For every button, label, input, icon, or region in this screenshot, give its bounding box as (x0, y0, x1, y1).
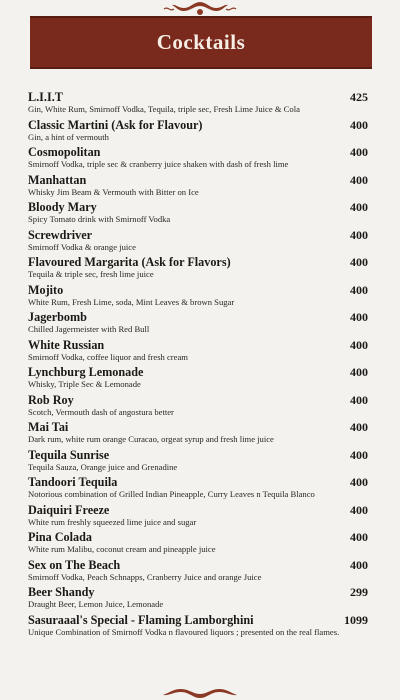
menu-item-header (28, 613, 368, 627)
bottom-ornament-icon (135, 684, 265, 700)
menu-item-price: 400 (350, 337, 368, 352)
menu-item (28, 200, 368, 225)
menu-item-header (28, 475, 368, 489)
menu-item-name: Manhattan (28, 172, 87, 187)
menu-item-price: 400 (350, 282, 368, 297)
menu-item (28, 558, 368, 583)
menu-item-price: 400 (350, 172, 368, 187)
menu-item (28, 255, 368, 280)
title-banner (30, 16, 372, 69)
menu-item-description: Tequila Sauza, Orange juice and Grenadine (28, 461, 178, 472)
menu-item-price: 400 (350, 200, 368, 214)
menu-item (28, 338, 368, 363)
menu-item-price: 400 (350, 365, 368, 379)
menu-item-price: 400 (350, 530, 368, 544)
page-title: Cocktails (156, 30, 246, 54)
menu-item-name: Daiquiri Freeze (28, 502, 110, 517)
menu-item-name: Flavoured Margarita (Ask for Flavors) (28, 255, 231, 269)
menu-item-header (28, 200, 368, 214)
menu-item-header (28, 420, 368, 434)
menu-item-name: Rob Roy (28, 392, 74, 407)
menu-item (28, 365, 368, 390)
menu-item (28, 310, 368, 335)
menu-item (28, 585, 368, 610)
menu-item-header (28, 530, 368, 544)
menu-item-description: Spicy Tomato drink with Smirnoff Vodka (28, 214, 171, 224)
menu-item-price: 400 (350, 145, 368, 159)
menu-item-description: Gin, White Rum, Smirnoff Vodka, Tequila, triple sec, Fresh Lime Juice & Cola (28, 104, 300, 114)
menu-item-header (28, 118, 368, 132)
menu-item-description: Smirnoff Vodka, Peach Schnapps, Cranberry Juice and orange Juice (28, 571, 262, 582)
menu-item-header (28, 558, 368, 572)
menu-item (28, 283, 368, 308)
menu-item-price: 400 (350, 227, 368, 242)
menu-item-name: Beer Shandy (28, 585, 95, 599)
menu-item (28, 145, 368, 170)
menu-item-name: Pina Colada (28, 530, 92, 544)
menu-item (28, 420, 368, 445)
menu-item (28, 90, 368, 115)
menu-item-name: Cosmopolitan (28, 145, 101, 159)
menu-item-name: L.I.I.T (28, 90, 63, 104)
cocktail-list (28, 90, 368, 640)
menu-item-price: 400 (350, 447, 368, 462)
menu-item-name: Jagerbomb (28, 310, 87, 324)
menu-item-price: 400 (350, 502, 368, 517)
menu-item-description: Unique Combination of Smirnoff Vodka n flavoured liquors ; presented on the real flames. (28, 626, 340, 637)
menu-item-description: Smirnoff Vodka & orange juice (28, 241, 136, 252)
menu-item-name: Mai Tai (28, 420, 69, 434)
menu-item-header (28, 255, 368, 269)
menu-item-description: Dark rum, white rum orange Curacao, orgeat syrup and fresh lime juice (28, 434, 274, 444)
menu-item-description: Whisky, Triple Sec & Lemonade (28, 379, 141, 389)
menu-item-name: Classic Martini (Ask for Flavour) (28, 117, 203, 132)
menu-item-price: 400 (350, 310, 368, 324)
menu-item (28, 118, 368, 143)
menu-item-name: Sex on The Beach (28, 557, 121, 572)
menu-item-name: Sasuraaal's Special - Flaming Lamborghini (28, 612, 254, 627)
menu-item-name: Lynchburg Lemonade (28, 365, 144, 379)
menu-item-description: Draught Beer, Lemon Juice, Lemonade (28, 599, 164, 609)
menu-item-header (28, 310, 368, 324)
menu-item-description: White Rum, Fresh Lime, soda, Mint Leaves & brown Sugar (28, 296, 235, 307)
menu-item-description: Notorious combination of Grilled Indian Pineapple, Curry Leaves n Tequila Blanco (28, 489, 315, 499)
menu-item-description: Whisky Jim Beam & Vermouth with Bitter on Ice (28, 186, 199, 197)
menu-item-name: White Russian (28, 337, 105, 352)
menu-item-price: 400 (350, 392, 368, 407)
menu-item-header (28, 283, 368, 297)
menu-item-header (28, 338, 368, 352)
menu-item-name: Tandoori Tequila (28, 475, 118, 489)
menu-item (28, 613, 368, 638)
menu-item-description: Chilled Jagermeister with Red Bull (28, 324, 150, 334)
menu-item-name: Screwdriver (28, 227, 93, 242)
menu-item-header (28, 585, 368, 599)
menu-item-price: 400 (350, 117, 368, 132)
menu-item-description: White rum Malibu, coconut cream and pineapple juice (28, 544, 216, 554)
menu-item (28, 503, 368, 528)
menu-item-price: 400 (350, 255, 368, 269)
menu-item (28, 173, 368, 198)
menu-item-price: 400 (350, 557, 368, 572)
menu-item-header (28, 393, 368, 407)
menu-item-description: Smirnoff Vodka, triple sec & cranberry juice shaken with dash of fresh lime (28, 159, 289, 169)
menu-item-price: 299 (350, 585, 368, 599)
menu-item-header (28, 365, 368, 379)
menu-item-header (28, 90, 368, 104)
menu-item-price: 1099 (344, 612, 368, 627)
menu-item-name: Bloody Mary (28, 200, 97, 214)
menu-item (28, 448, 368, 473)
menu-item-price: 400 (350, 420, 368, 434)
menu-item (28, 393, 368, 418)
menu-item-price: 425 (350, 90, 368, 104)
menu-item (28, 530, 368, 555)
menu-item (28, 475, 368, 500)
menu-item-description: Scotch, Vermouth dash of angostura better (28, 406, 174, 417)
menu-item-name: Mojito (28, 282, 64, 297)
menu-item-description: Tequila & triple sec, fresh lime juice (28, 269, 154, 279)
menu-item-description: Gin, a hint of vermouth (28, 131, 109, 142)
menu-item-description: White rum freshly squeezed lime juice and sugar (28, 516, 197, 527)
menu-item (28, 228, 368, 253)
menu-item-header (28, 173, 368, 187)
menu-item-price: 400 (350, 475, 368, 489)
menu-item-header (28, 448, 368, 462)
menu-item-header (28, 145, 368, 159)
menu-item-header (28, 503, 368, 517)
menu-item-header (28, 228, 368, 242)
menu-item-description: Smirnoff Vodka, coffee liquor and fresh cream (28, 351, 188, 362)
menu-item-name: Tequila Sunrise (28, 447, 110, 462)
